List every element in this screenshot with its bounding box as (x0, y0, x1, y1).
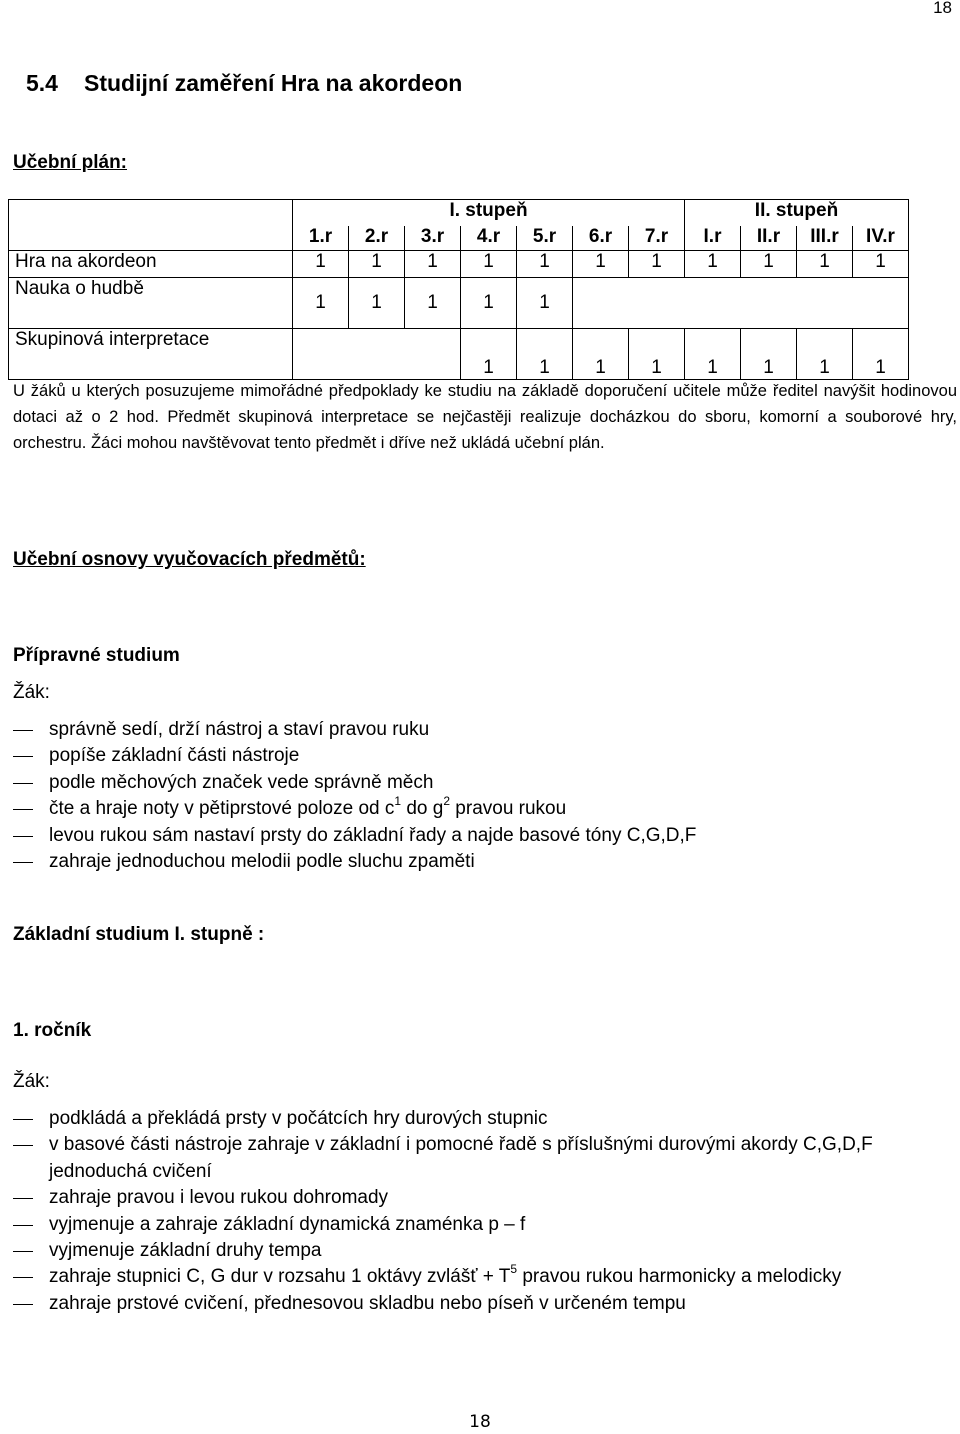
year-header: 2.r (349, 226, 405, 251)
stage-1-header: I. stupeň (293, 200, 685, 227)
list-item-text: správně sedí, drží nástroj a staví pravou ruku (49, 719, 430, 740)
table-row-stages (9, 200, 909, 227)
year-1-title: 1. ročník (13, 1020, 92, 1041)
list-item-text: pravou rukou (450, 798, 567, 820)
list-item-text: čte a hraje noty v pětiprstové poloze od c (49, 798, 395, 820)
year-header: IV.r (853, 226, 909, 251)
year-header: II.r (741, 226, 797, 251)
hours-cell: 1 (741, 251, 797, 278)
stage-2-header: II. stupeň (685, 200, 909, 227)
superscript: 5 (510, 1262, 518, 1277)
hours-cell: 1 (405, 251, 461, 278)
year-header: 5.r (517, 226, 573, 251)
list-item (13, 1212, 913, 1238)
hours-cell: 1 (629, 251, 685, 278)
hours-cell: 1 (629, 329, 685, 380)
list-item (13, 1132, 913, 1185)
section-number: 5.4 (26, 70, 58, 96)
hours-cell: 1 (461, 251, 517, 278)
table-cell-empty (9, 200, 293, 227)
list-item (13, 1106, 913, 1132)
table-row (9, 278, 909, 329)
subject-name: Nauka o hudbě (9, 278, 293, 329)
table-row (9, 329, 909, 380)
list-item-text: zahraje prstové cvičení, přednesovou skladbu nebo píseň v určeném tempu (49, 1292, 686, 1314)
list-item (13, 1238, 913, 1264)
year-header: 7.r (629, 226, 685, 251)
hours-cell: 1 (573, 329, 629, 380)
plan-heading: Učební plán: (13, 152, 128, 173)
list-item-text: popíše základní části nástroje (49, 745, 300, 767)
superscript: 2 (443, 793, 451, 808)
list-item (13, 1264, 913, 1290)
pupil-label: Žák: (13, 682, 50, 703)
list-item (13, 823, 696, 849)
pupil-label: Žák: (13, 1071, 50, 1092)
hours-cell: 1 (685, 251, 741, 278)
prep-outcomes-list (13, 717, 696, 875)
list-item (13, 717, 696, 743)
list-item-text: levou rukou sám nastaví prsty do základní řady a najde basové tóny C,G,D,F (49, 824, 697, 846)
hours-cell: 1 (293, 278, 349, 329)
list-item (13, 793, 696, 822)
hours-cell: 1 (349, 278, 405, 329)
study-plan-table (8, 199, 909, 380)
hours-cell: 1 (517, 329, 573, 380)
table-cell-empty (9, 226, 293, 251)
list-item-text: pravou rukou harmonicky a melodicky (517, 1266, 842, 1288)
table-cell-empty (293, 329, 461, 380)
hours-cell: 1 (573, 251, 629, 278)
hours-cell: 1 (517, 251, 573, 278)
list-item-text: zahraje pravou i levou rukou dohromady (49, 1187, 389, 1209)
hours-cell: 1 (461, 329, 517, 380)
section-title: Studijní zaměření Hra na akordeon (84, 70, 463, 96)
list-item-text: zahraje jednoduchou melodii podle sluchu zpaměti (49, 851, 475, 873)
year-header: 4.r (461, 226, 517, 251)
hours-cell: 1 (853, 329, 909, 380)
list-item (13, 849, 696, 875)
year-header: I.r (685, 226, 741, 251)
year-1-outcomes-list (13, 1106, 913, 1317)
table-row (9, 251, 909, 278)
table-cell-empty (573, 278, 909, 329)
hours-cell: 1 (685, 329, 741, 380)
subject-name: Skupinová interpretace (9, 329, 293, 380)
year-header: 3.r (405, 226, 461, 251)
list-item-text: podle měchových značek vede správně měch (49, 771, 434, 793)
year-header: III.r (797, 226, 853, 251)
year-header: 1.r (293, 226, 349, 251)
hours-cell: 1 (741, 329, 797, 380)
hours-cell: 1 (797, 329, 853, 380)
year-header: 6.r (573, 226, 629, 251)
page-number-top: 18 (933, 0, 952, 17)
list-item-text: v basové části nástroje zahraje v základní i pomocné řadě s příslušnými durovými akordy C,G,D,F jednoduchá cvičení (49, 1134, 873, 1182)
list-item-text: do g (401, 798, 444, 820)
list-item (13, 1185, 913, 1211)
section-heading (26, 70, 462, 97)
hours-cell: 1 (405, 278, 461, 329)
curriculum-heading: Učební osnovy vyučovacích předmětů: (13, 549, 366, 570)
superscript: 1 (394, 793, 402, 808)
list-item-text: zahraje stupnici C, G dur v rozsahu 1 oktávy zvlášť + T (49, 1266, 511, 1288)
hours-cell: 1 (349, 251, 405, 278)
hours-cell: 1 (293, 251, 349, 278)
list-item-text: vyjmenuje základní druhy tempa (49, 1240, 322, 1262)
hours-cell: 1 (797, 251, 853, 278)
prep-study-title: Přípravné studium (13, 645, 180, 666)
subject-name: Hra na akordeon (9, 251, 293, 278)
list-item (13, 770, 696, 796)
basic-study-heading: Základní studium I. stupně : (13, 924, 265, 945)
list-item (13, 1291, 913, 1317)
plan-note: U žáků u kterých posuzujeme mimořádné předpoklady ke studiu na základě doporučení učitele může ředitel navýšit hodinovou dotaci až o 2 hod. Předmět skupinová interpretace se nejčastěji realizuje docházkou do sboru, komorní a souborové hry, orchestru. Žáci mohou navštěvovat tento předmět i dříve než ukládá učební plán. (13, 382, 957, 452)
hours-cell: 1 (461, 278, 517, 329)
list-item (13, 743, 696, 769)
hours-cell: 1 (517, 278, 573, 329)
list-item-text: vyjmenuje a zahraje základní dynamická znaménka p – f (49, 1213, 526, 1235)
table-row-years (9, 226, 909, 251)
hours-cell: 1 (853, 251, 909, 278)
page-number-bottom: 18 (469, 1412, 491, 1432)
list-item-text: podkládá a překládá prsty v počátcích hry durových stupnic (49, 1108, 548, 1129)
